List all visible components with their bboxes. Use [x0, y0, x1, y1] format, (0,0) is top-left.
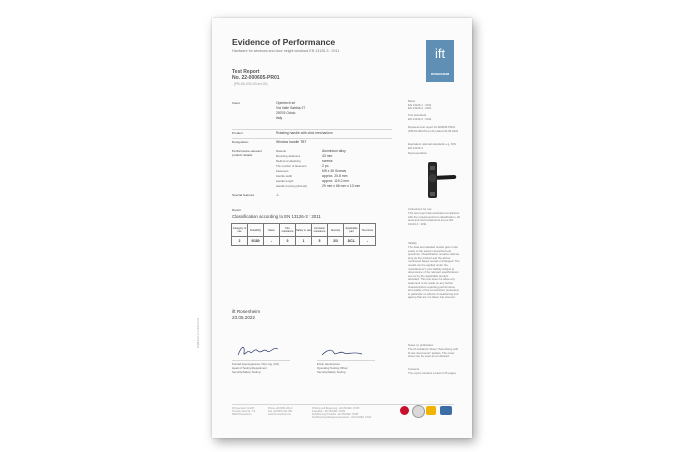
client-line: Via Valle Sabbia 27: [276, 106, 306, 110]
classification-text: Classification according to EN 13126-3 : 2011: [232, 214, 321, 219]
notes-text: The ift-Guidance Sheet "Advertising with ift test documents" applies. The cover sheet can be used as an abstract.: [408, 347, 459, 359]
special-features-value: -/-: [276, 193, 280, 197]
detail-value: Aluminium alloy: [322, 149, 346, 153]
test-report-label: Test Report: [232, 69, 260, 75]
detail-key: Handle length: [276, 179, 294, 183]
divider: [232, 138, 392, 139]
validity-label: Validity: [408, 241, 417, 245]
detail-value: 29 mm x 66 mm x 13 mm: [322, 184, 361, 188]
basis-label: Basis: [408, 99, 415, 103]
footer-line: www.ift-rosenheim.de: [268, 413, 291, 416]
footer-line: Fax +49 8031 261-290: [268, 410, 293, 413]
performance-label: Performance-relevant product details: [232, 149, 262, 157]
detail-value: approx. 119.2 mm: [322, 179, 350, 183]
client-line: Italy: [276, 116, 283, 120]
client-label: Client: [232, 101, 240, 105]
logo-sub: ROSENHEIM: [430, 72, 450, 76]
test-standards-label: Test standards: [408, 113, 427, 117]
special-features-label: Special features: [232, 193, 255, 197]
date: 23.05.2022: [232, 315, 255, 320]
divider: [232, 129, 392, 130]
detail-value: approx. 20.8 mm: [322, 174, 348, 178]
accreditation-badge: [400, 406, 409, 415]
signatory-name: Konrad Quenngassner, Dipl.-Ing. (FH): [232, 362, 280, 366]
table-header: Mass: [264, 224, 280, 237]
footer-line: Inspektion - EN ISO/IEC 17020: [312, 410, 346, 413]
contents-text: The report contains a total of 25 pages: [408, 371, 456, 375]
footer-line: Zertifizierung Managementsysteme - EN ISO/IEC 17021: [312, 416, 372, 419]
contents-label: Contents: [408, 367, 420, 371]
table-cell: 5: [312, 237, 328, 246]
table-header: Fire resistance: [280, 224, 296, 237]
signature-2: [320, 346, 364, 358]
side-form-code: ift QM-Form V1.0 2015-07-02: [198, 318, 200, 348]
signatory-role: Head of Testing Department: [232, 366, 267, 370]
designation-label: Designation: [232, 140, 249, 144]
dakks-badge: [440, 406, 452, 415]
footer-line: Zertifizierung Produkte - EN ISO/IEC 17065: [312, 413, 359, 416]
place: ift Rosenheim: [232, 309, 261, 314]
detail-value: screws: [322, 159, 333, 163]
footer-line: 83026 Rosenheim: [232, 413, 252, 416]
representation-label: Representation: [408, 151, 427, 155]
footer-line: ift Rosenheim GmbH: [232, 407, 255, 410]
certification-badge: [426, 406, 436, 415]
window-handle-image: [410, 158, 460, 206]
detail-key: Material: [276, 149, 286, 153]
sidebar-equivalent: Equivalent national standards e.g. DIN EN 13126-3: [408, 142, 456, 150]
table-header: Test sizes: [360, 224, 376, 237]
table-header: Corrosion resistance: [312, 224, 328, 237]
signature-1: [236, 343, 280, 359]
table-cell: 1: [296, 237, 312, 246]
table-cell: 0: [280, 237, 296, 246]
table-header: Safety in use: [296, 224, 312, 237]
detail-key: Handle housing (WxLxH): [276, 184, 308, 188]
client-line: 25076 Odolo: [276, 111, 296, 115]
sidebar-test-standards: [408, 114, 460, 121]
table-cell: 2: [232, 237, 248, 246]
table-cell: -: [264, 237, 280, 246]
product-label: Product: [232, 131, 243, 135]
validity-text: The data and detailed results given refer solely to the tested / described test specimen. Classification remains valid as long as the product and the above mentioned bases remain unchanged. The results can be applied under the manufacturer's own liability subject to observance of the relevant specifications set out by the applicable product standard. This test does not allow any statement to be made on any further characteristics regarding performance and quality of the construction presented, in particular on effects of weathering and ageing that are not taken into account.: [408, 245, 460, 300]
table-header: Category of use: [232, 224, 248, 237]
detail-value: 43 mm: [322, 154, 333, 158]
instructions-label: Instructions for use: [408, 207, 432, 211]
signatory-role: Security/Safety Testing: [232, 370, 261, 374]
detail-key: Handle width: [276, 174, 293, 178]
notes-label: Notes on publication: [408, 343, 434, 347]
table-cell: 2/3: [328, 237, 344, 246]
sidebar-basis: [408, 100, 460, 111]
footer-line: Theodor-Gietl-Str. 7-9: [232, 410, 256, 413]
product-value: Rotating handle with click mechanism: [276, 131, 333, 135]
detail-key: The number of fasteners: [276, 164, 307, 168]
table-cell: 3/C1-: [344, 237, 360, 246]
instructions-text: This test report demonstrates compliance with the requirements for classification. All tests and test fundaments as per EN 13126-3 : 2011: [408, 211, 460, 226]
signature-line: [317, 360, 375, 361]
detail-key: Mounting distances: [276, 154, 301, 158]
detail-key: Fasteners: [276, 169, 289, 173]
detail-value: M5 x 45 Screws: [322, 169, 347, 173]
client-line: Opentech srl: [276, 101, 296, 105]
detail-value: 2 pc.: [322, 164, 330, 168]
document-title: Evidence of Performance: [232, 37, 336, 47]
signatory-role: Security/Safety Testing: [317, 370, 346, 374]
ift-logo: [426, 40, 454, 82]
basis-item: EN 13126-1 : 2011: [408, 102, 432, 107]
document-page: [198, 18, 472, 438]
detail-key: Method of attaching: [276, 159, 301, 163]
test-report-sub: (PB-K6-000-03-en-02): [234, 82, 268, 86]
document-subtitle: Hardware for windows and door height windows EN 13126-3 : 2011: [232, 49, 340, 53]
result-label: Result: [232, 208, 241, 212]
signature-line: [232, 360, 290, 361]
notified-body-badge: [412, 405, 425, 418]
table-header: Durability: [248, 224, 264, 237]
sidebar-replaces: Replaces test report 22-000605-PR01 (PB-K6-000-03-en-01) dated 02.05.2022: [408, 125, 459, 133]
table-cell: 0/180: [248, 237, 264, 246]
signatory-role: Operating Testing Officer: [317, 366, 348, 370]
footer-line: Phone +49 8031 261-0: [268, 407, 293, 410]
basis-item: EN 13126-3 : 2011: [408, 106, 432, 111]
signatory-name: Erwin Hemkoutner: [317, 362, 341, 366]
table-cell: -: [360, 237, 376, 246]
test-report-number: No. 22-000605-PR01: [232, 75, 280, 81]
test-standards-item: EN 13126-3 : 2011: [408, 116, 432, 121]
footer-line: Prüfung und Bewertung - EN ISO/IEC 17025: [312, 407, 360, 410]
table-header: Applicable part: [344, 224, 360, 237]
logo-text: ift: [434, 46, 446, 61]
classification-table: [231, 223, 376, 246]
table-header: Security: [328, 224, 344, 237]
designation-value: Window handle TBT: [276, 140, 307, 144]
